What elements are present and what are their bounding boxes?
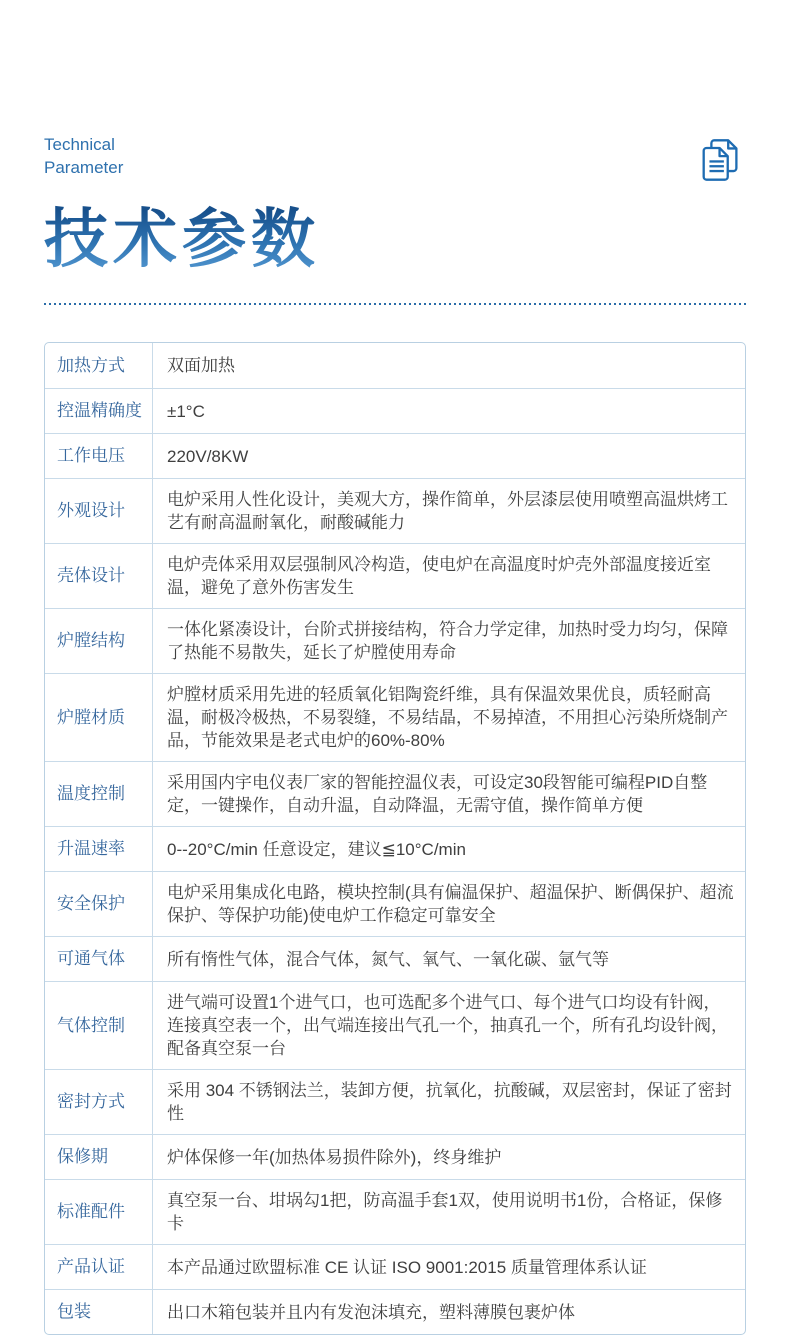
documents-icon: [696, 133, 746, 191]
spec-label: 外观设计: [45, 479, 153, 543]
table-row: [45, 871, 745, 936]
section-eyebrow: [44, 133, 123, 179]
table-row: [45, 1289, 745, 1334]
spec-value: 采用国内宇电仪表厂家的智能控温仪表，可设定30段智能可编程PID自整定，一键操作，自动升温，自动降温，无需守值，操作简单方便: [167, 773, 708, 815]
spec-value: 进气端可设置1个进气口，也可选配多个进气口、每个进气口均设有针阀，连接真空表一个，出气端连接出气孔一个，抽真孔一个，所有孔均设针阀，配备真空泵一台: [167, 993, 728, 1058]
spec-label: 温度控制: [45, 762, 153, 826]
table-row: [45, 1134, 745, 1179]
spec-label: 安全保护: [45, 872, 153, 936]
table-row: [45, 826, 745, 871]
spec-label: 保修期: [45, 1135, 153, 1179]
spec-value: 220V/8KW: [167, 446, 249, 466]
spec-value: 一体化紧凑设计，台阶式拼接结构，符合力学定律，加热时受力均匀，保障了热能不易散失，延长了炉膛使用寿命: [167, 620, 728, 662]
spec-label: 密封方式: [45, 1070, 153, 1134]
spec-value: 炉膛材质采用先进的轻质氧化铝陶瓷纤维，具有保温效果优良，质轻耐高温，耐极冷极热，不易裂缝，不易结晶，不易掉渣，不用担心污染所烧制产品，节能效果是老式电炉的60%-80%: [167, 685, 728, 750]
page-title: 技术参数: [44, 202, 320, 277]
spec-label: 升温速率: [45, 827, 153, 871]
spec-value: 电炉采用人性化设计，美观大方，操作简单，外层漆层使用喷塑高温烘烤工艺有耐高温耐氧化，耐酸碱能力: [167, 490, 728, 532]
spec-value: 电炉壳体采用双层强制风冷构造，使电炉在高温度时炉壳外部温度接近室温，避免了意外伤害发生: [167, 555, 711, 597]
spec-label: 气体控制: [45, 982, 153, 1069]
eyebrow-line-1: Technical: [44, 135, 115, 154]
table-row: [45, 433, 745, 478]
spec-table: [44, 342, 746, 1335]
spec-label: 标准配件: [45, 1180, 153, 1244]
spec-label: 加热方式: [45, 343, 153, 388]
spec-value: 双面加热: [167, 356, 235, 375]
spec-value: 0--20°C/min 任意设定，建议≦10°C/min: [167, 839, 466, 859]
header: [44, 0, 746, 191]
spec-value: 炉体保修一年(加热体易损件除外)，终身维护: [167, 1147, 502, 1167]
dotted-divider: [44, 303, 746, 305]
spec-label: 包装: [45, 1290, 153, 1334]
table-row: [45, 981, 745, 1069]
spec-label: 可通气体: [45, 937, 153, 981]
table-row: [45, 1244, 745, 1289]
table-row: [45, 478, 745, 543]
eyebrow-line-2: Parameter: [44, 158, 124, 177]
table-row: [45, 543, 745, 608]
table-row: [45, 1069, 745, 1134]
table-row: [45, 1179, 745, 1244]
spec-label: 壳体设计: [45, 544, 153, 608]
spec-label: 炉膛结构: [45, 609, 153, 673]
spec-value: 本产品通过欧盟标准 CE 认证 ISO 9001:2015 质量管理体系认证: [167, 1257, 647, 1277]
table-row: [45, 388, 745, 433]
spec-label: 控温精确度: [45, 389, 153, 433]
spec-label: 工作电压: [45, 434, 153, 478]
spec-value: 电炉采用集成化电路，模块控制(具有偏温保护、超温保护、断偶保护、超流保护、等保护功能)使电炉工作稳定可靠安全: [167, 883, 734, 925]
spec-value: 出口木箱包装并且内有发泡沫填充，塑料薄膜包裹炉体: [167, 1302, 575, 1322]
spec-value: 所有惰性气体，混合气体，氮气、氧气、一氧化碳、氩气等: [167, 949, 609, 969]
spec-value: ±1°C: [167, 401, 205, 421]
spec-value: 采用 304 不锈钢法兰，装卸方便，抗氧化，抗酸碱，双层密封，保证了密封性: [167, 1081, 732, 1123]
table-row: [45, 343, 745, 388]
spec-label: 炉膛材质: [45, 674, 153, 761]
spec-label: 产品认证: [45, 1245, 153, 1289]
table-row: [45, 936, 745, 981]
table-row: [45, 761, 745, 826]
table-row: [45, 673, 745, 761]
table-row: [45, 608, 745, 673]
spec-value: 真空泵一台、坩埚勾1把，防高温手套1双，使用说明书1份，合格证，保修卡: [167, 1191, 723, 1233]
